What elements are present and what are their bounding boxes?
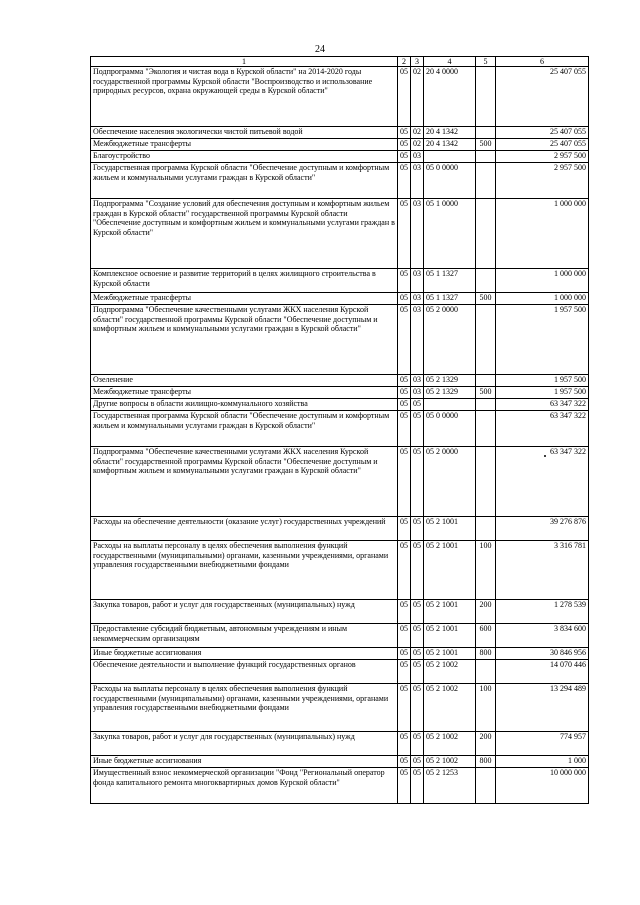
table-row: [91, 293, 589, 305]
cell-rz: 05: [398, 387, 411, 399]
cell-name: Расходы на выплаты персоналу в целях обеспечения выполнения функций государственными (муниципальными) органами, казенными учреждениями, органами управления государственными внебюджетными фондами: [91, 684, 398, 732]
cell-csr: 05 0 0000: [424, 411, 476, 447]
cell-sum: 1 957 500: [496, 305, 589, 375]
table-row: [91, 660, 589, 684]
cell-csr: 05 2 1002: [424, 684, 476, 732]
cell-vr: [476, 163, 496, 199]
cell-name: Подпрограмма "Обеспечение качественными услугами ЖКХ населения Курской области" государственной программы Курской области "Обеспечение доступным и комфортным жильем и коммунальными услугами граждан в Курской области": [91, 447, 398, 517]
table-row: [91, 756, 589, 768]
table-row: [91, 517, 589, 541]
cell-name: Иные бюджетные ассигнования: [91, 648, 398, 660]
table-row: [91, 163, 589, 199]
cell-rz: 05: [398, 293, 411, 305]
cell-vr: 100: [476, 541, 496, 600]
cell-rz: 05: [398, 127, 411, 139]
cell-sum: 39 276 876: [496, 517, 589, 541]
cell-vr: [476, 305, 496, 375]
cell-sum: 1 000: [496, 756, 589, 768]
table-row: [91, 624, 589, 648]
cell-rz: 05: [398, 600, 411, 624]
cell-name: Предоставление субсидий бюджетным, автономным учреждениям и иным некоммерческим организациям: [91, 624, 398, 648]
cell-vr: [476, 127, 496, 139]
cell-sum: 774 957: [496, 732, 589, 756]
cell-vr: 200: [476, 600, 496, 624]
cell-vr: 100: [476, 684, 496, 732]
table-row: [91, 305, 589, 375]
cell-sum: 1 000 000: [496, 199, 589, 269]
cell-vr: [476, 411, 496, 447]
cell-csr: 20 4 1342: [424, 127, 476, 139]
cell-vr: 800: [476, 756, 496, 768]
cell-sum: 3 316 781: [496, 541, 589, 600]
cell-pr: 05: [411, 660, 424, 684]
cell-sum: 2 957 500: [496, 163, 589, 199]
cell-csr: 20 4 0000: [424, 67, 476, 127]
cell-csr: 05 1 1327: [424, 269, 476, 293]
cell-sum: 2 957 500: [496, 151, 589, 163]
cell-name: Другие вопросы в области жилищно-коммунального хозяйства: [91, 399, 398, 411]
cell-sum: 25 407 055: [496, 67, 589, 127]
table-row: [91, 151, 589, 163]
cell-pr: 03: [411, 375, 424, 387]
table-row: [91, 411, 589, 447]
cell-pr: 05: [411, 447, 424, 517]
cell-vr: [476, 399, 496, 411]
cell-rz: 05: [398, 139, 411, 151]
cell-rz: 05: [398, 199, 411, 269]
cell-name: Межбюджетные трансферты: [91, 387, 398, 399]
cell-csr: 05 2 1001: [424, 624, 476, 648]
column-header: 4: [424, 57, 476, 67]
cell-rz: 05: [398, 269, 411, 293]
cell-pr: 05: [411, 541, 424, 600]
cell-name: Межбюджетные трансферты: [91, 139, 398, 151]
cell-vr: [476, 660, 496, 684]
cell-vr: [476, 517, 496, 541]
cell-csr: 05 2 1001: [424, 648, 476, 660]
cell-rz: 05: [398, 648, 411, 660]
cell-rz: 05: [398, 624, 411, 648]
cell-sum: 1 957 500: [496, 387, 589, 399]
column-header: 5: [476, 57, 496, 67]
cell-sum: 13 294 489: [496, 684, 589, 732]
table-row: [91, 732, 589, 756]
cell-sum: 3 834 600: [496, 624, 589, 648]
cell-rz: 05: [398, 305, 411, 375]
cell-rz: 05: [398, 517, 411, 541]
table-row: [91, 139, 589, 151]
cell-vr: [476, 151, 496, 163]
table-row: [91, 684, 589, 732]
cell-name: Закупка товаров, работ и услуг для государственных (муниципальных) нужд: [91, 600, 398, 624]
column-header: 1: [91, 57, 398, 67]
cell-name: Расходы на обеспечение деятельности (оказание услуг) государственных учреждений: [91, 517, 398, 541]
cell-sum: 1 000 000: [496, 293, 589, 305]
cell-vr: [476, 67, 496, 127]
cell-csr: [424, 151, 476, 163]
cell-pr: 05: [411, 768, 424, 804]
cell-rz: 05: [398, 151, 411, 163]
cell-vr: [476, 199, 496, 269]
cell-vr: 500: [476, 139, 496, 151]
cell-pr: 02: [411, 67, 424, 127]
cell-name: Подпрограмма "Создание условий для обеспечения доступным и комфортным жильем граждан в Курской области" государственной программы Курской области "Обеспечение доступным и комфортным жильем и коммунальными услугами граждан в Курской области": [91, 199, 398, 269]
cell-sum: 10 000 000: [496, 768, 589, 804]
cell-pr: 05: [411, 600, 424, 624]
cell-pr: 05: [411, 517, 424, 541]
cell-name: Озеленение: [91, 375, 398, 387]
table-row: [91, 600, 589, 624]
cell-pr: 03: [411, 163, 424, 199]
cell-vr: [476, 447, 496, 517]
cell-sum: 1 278 539: [496, 600, 589, 624]
cell-sum: 63 347 322: [496, 447, 589, 517]
table-row: [91, 648, 589, 660]
page-number: 24: [315, 44, 325, 55]
cell-csr: 05 2 1002: [424, 756, 476, 768]
cell-csr: 05 2 1329: [424, 387, 476, 399]
table-row: [91, 447, 589, 517]
table-row: [91, 399, 589, 411]
table-row: [91, 67, 589, 127]
cell-csr: [424, 399, 476, 411]
cell-pr: 03: [411, 269, 424, 293]
cell-csr: 05 2 1002: [424, 732, 476, 756]
cell-rz: 05: [398, 163, 411, 199]
cell-name: Закупка товаров, работ и услуг для государственных (муниципальных) нужд: [91, 732, 398, 756]
cell-rz: 05: [398, 660, 411, 684]
cell-csr: 05 2 1001: [424, 600, 476, 624]
cell-pr: 05: [411, 756, 424, 768]
cell-name: Обеспечение населения экологически чистой питьевой водой: [91, 127, 398, 139]
cell-pr: 05: [411, 399, 424, 411]
cell-pr: 03: [411, 293, 424, 305]
cell-csr: 05 2 1002: [424, 660, 476, 684]
cell-name: Подпрограмма "Обеспечение качественными услугами ЖКХ населения Курской области" государственной программы Курской области "Обеспечение доступным и комфортным жильем и коммунальными услугами граждан в Курской области": [91, 305, 398, 375]
cell-sum: 14 070 446: [496, 660, 589, 684]
cell-vr: 500: [476, 387, 496, 399]
table-row: [91, 199, 589, 269]
cell-vr: [476, 375, 496, 387]
cell-name: Государственная программа Курской области "Обеспечение доступным и комфортным жильем и коммунальными услугами граждан в Курской области": [91, 411, 398, 447]
cell-pr: 03: [411, 305, 424, 375]
cell-rz: 05: [398, 732, 411, 756]
cell-vr: [476, 768, 496, 804]
cell-name: Благоустройство: [91, 151, 398, 163]
scan-speck: [544, 455, 546, 457]
cell-pr: 05: [411, 732, 424, 756]
cell-rz: 05: [398, 67, 411, 127]
cell-vr: [476, 269, 496, 293]
table-row: [91, 269, 589, 293]
cell-pr: 05: [411, 624, 424, 648]
column-header: 6: [496, 57, 589, 67]
cell-vr: 800: [476, 648, 496, 660]
cell-rz: 05: [398, 411, 411, 447]
cell-rz: 05: [398, 447, 411, 517]
cell-name: Имущественный взнос некоммерческой организации "Фонд "Региональный оператор фонда капитального ремонта многоквартирных домов Курской области": [91, 768, 398, 804]
cell-pr: 03: [411, 151, 424, 163]
cell-pr: 03: [411, 199, 424, 269]
cell-csr: 05 0 0000: [424, 163, 476, 199]
cell-pr: 05: [411, 684, 424, 732]
table-row: [91, 541, 589, 600]
cell-sum: 1 957 500: [496, 375, 589, 387]
cell-name: Государственная программа Курской области "Обеспечение доступным и комфортным жильем и коммунальными услугами граждан в Курской области": [91, 163, 398, 199]
cell-rz: 05: [398, 684, 411, 732]
budget-table: [90, 56, 589, 804]
table-row: [91, 375, 589, 387]
table-row: [91, 387, 589, 399]
cell-name: Комплексное освоение и развитие территорий в целях жилищного строительства в Курской области: [91, 269, 398, 293]
cell-pr: 03: [411, 387, 424, 399]
cell-csr: 20 4 1342: [424, 139, 476, 151]
table-row: [91, 127, 589, 139]
cell-name: Иные бюджетные ассигнования: [91, 756, 398, 768]
cell-vr: 600: [476, 624, 496, 648]
cell-csr: 05 2 1001: [424, 541, 476, 600]
column-header: 2: [398, 57, 411, 67]
cell-sum: 63 347 322: [496, 399, 589, 411]
cell-sum: 25 407 055: [496, 127, 589, 139]
cell-csr: 05 2 1001: [424, 517, 476, 541]
cell-csr: 05 1 1327: [424, 293, 476, 305]
cell-pr: 02: [411, 127, 424, 139]
cell-sum: 63 347 322: [496, 411, 589, 447]
cell-rz: 05: [398, 541, 411, 600]
cell-csr: 05 2 0000: [424, 447, 476, 517]
column-header: 3: [411, 57, 424, 67]
cell-pr: 05: [411, 411, 424, 447]
cell-sum: 1 000 000: [496, 269, 589, 293]
cell-rz: 05: [398, 375, 411, 387]
cell-csr: 05 2 1253: [424, 768, 476, 804]
cell-rz: 05: [398, 756, 411, 768]
cell-rz: 05: [398, 768, 411, 804]
cell-pr: 02: [411, 139, 424, 151]
cell-csr: 05 2 0000: [424, 305, 476, 375]
cell-rz: 05: [398, 399, 411, 411]
cell-csr: 05 1 0000: [424, 199, 476, 269]
column-number-row: [91, 57, 589, 67]
cell-name: Обеспечение деятельности и выполнение функций государственных органов: [91, 660, 398, 684]
cell-sum: 25 407 055: [496, 139, 589, 151]
cell-sum: 30 846 956: [496, 648, 589, 660]
cell-name: Расходы на выплаты персоналу в целях обеспечения выполнения функций государственными (муниципальными) органами, казенными учреждениями, органами управления государственными внебюджетными фондами: [91, 541, 398, 600]
cell-vr: 200: [476, 732, 496, 756]
cell-pr: 05: [411, 648, 424, 660]
cell-name: Межбюджетные трансферты: [91, 293, 398, 305]
cell-vr: 500: [476, 293, 496, 305]
cell-name: Подпрограмма "Экология и чистая вода в Курской области" на 2014-2020 годы государственной программы Курской области "Воспроизводство и использование природных ресурсов, охрана окружающей среды в Курской области": [91, 67, 398, 127]
cell-csr: 05 2 1329: [424, 375, 476, 387]
table-row: [91, 768, 589, 804]
